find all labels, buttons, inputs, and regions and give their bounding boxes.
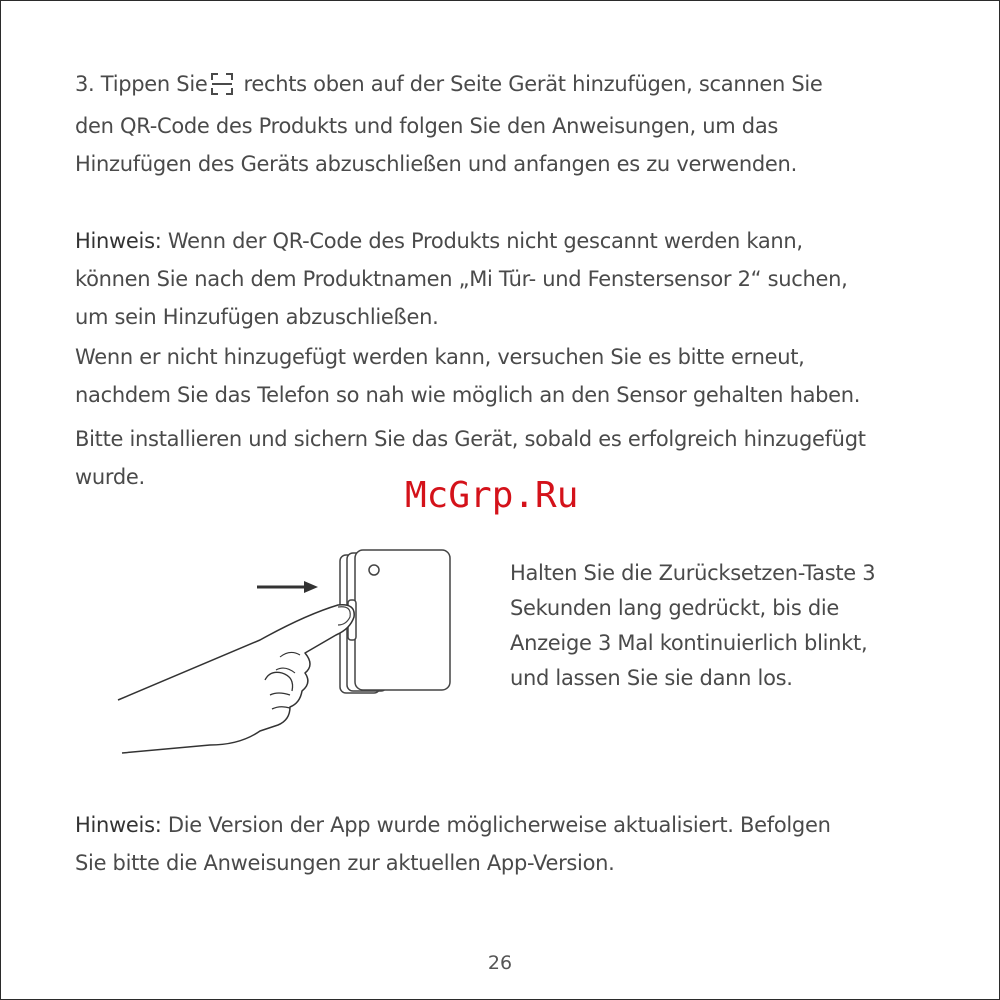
note-1-line-1: Hinweis: Wenn der QR-Code des Produkts nicht gescannt werden kann, [75, 229, 803, 253]
finger-pressing-sensor-icon [100, 545, 480, 765]
reset-line-3: Anzeige 3 Mal kontinuierlich blinkt, [510, 631, 868, 655]
reset-line-1: Halten Sie die Zurücksetzen-Taste 3 [510, 561, 876, 585]
note-2-line-2: Sie bitte die Anweisungen zur aktuellen App-Version. [75, 851, 615, 875]
reset-line-2: Sekunden lang gedrückt, bis die [510, 596, 840, 620]
note-1-line-2: können Sie nach dem Produktnamen „Mi Tür- und Fenstersensor 2“ suchen, [75, 267, 848, 291]
scan-icon [211, 69, 233, 107]
install-line-1: Bitte installieren und sichern Sie das Gerät, sobald es erfolgreich hinzugefügt [75, 427, 866, 451]
retry-line-1: Wenn er nicht hinzugefügt werden kann, versuchen Sie es bitte erneut, [75, 345, 805, 369]
retry-paragraph [75, 338, 955, 414]
note-label: Hinweis: [75, 229, 162, 253]
note-1-line-3: um sein Hinzufügen abzuschließen. [75, 305, 439, 329]
step-3-line-2: den QR-Code des Produkts und folgen Sie den Anweisungen, um das [75, 114, 779, 138]
page-number: 26 [487, 952, 513, 974]
note-1-paragraph [75, 222, 955, 336]
note-2-paragraph [75, 806, 955, 882]
reset-illustration [100, 545, 480, 769]
retry-line-2: nachdem Sie das Telefon so nah wie möglich an den Sensor gehalten haben. [75, 383, 861, 407]
reset-instruction [510, 556, 950, 696]
step-3-line-1: 3. Tippen Sie rechts oben auf der Seite Gerät hinzufügen, scannen Sie [75, 65, 955, 107]
reset-line-4: und lassen Sie sie dann los. [510, 666, 793, 690]
step-3-line-3: Hinzufügen des Geräts abzuschließen und anfangen es zu verwenden. [75, 152, 797, 176]
note-2-line-1: Hinweis: Die Version der App wurde möglicherweise aktualisiert. Befolgen [75, 813, 831, 837]
note-label: Hinweis: [75, 813, 162, 837]
install-line-2: wurde. [75, 465, 145, 489]
step-3-paragraph [75, 65, 955, 183]
watermark: McGrp.Ru [405, 475, 579, 516]
